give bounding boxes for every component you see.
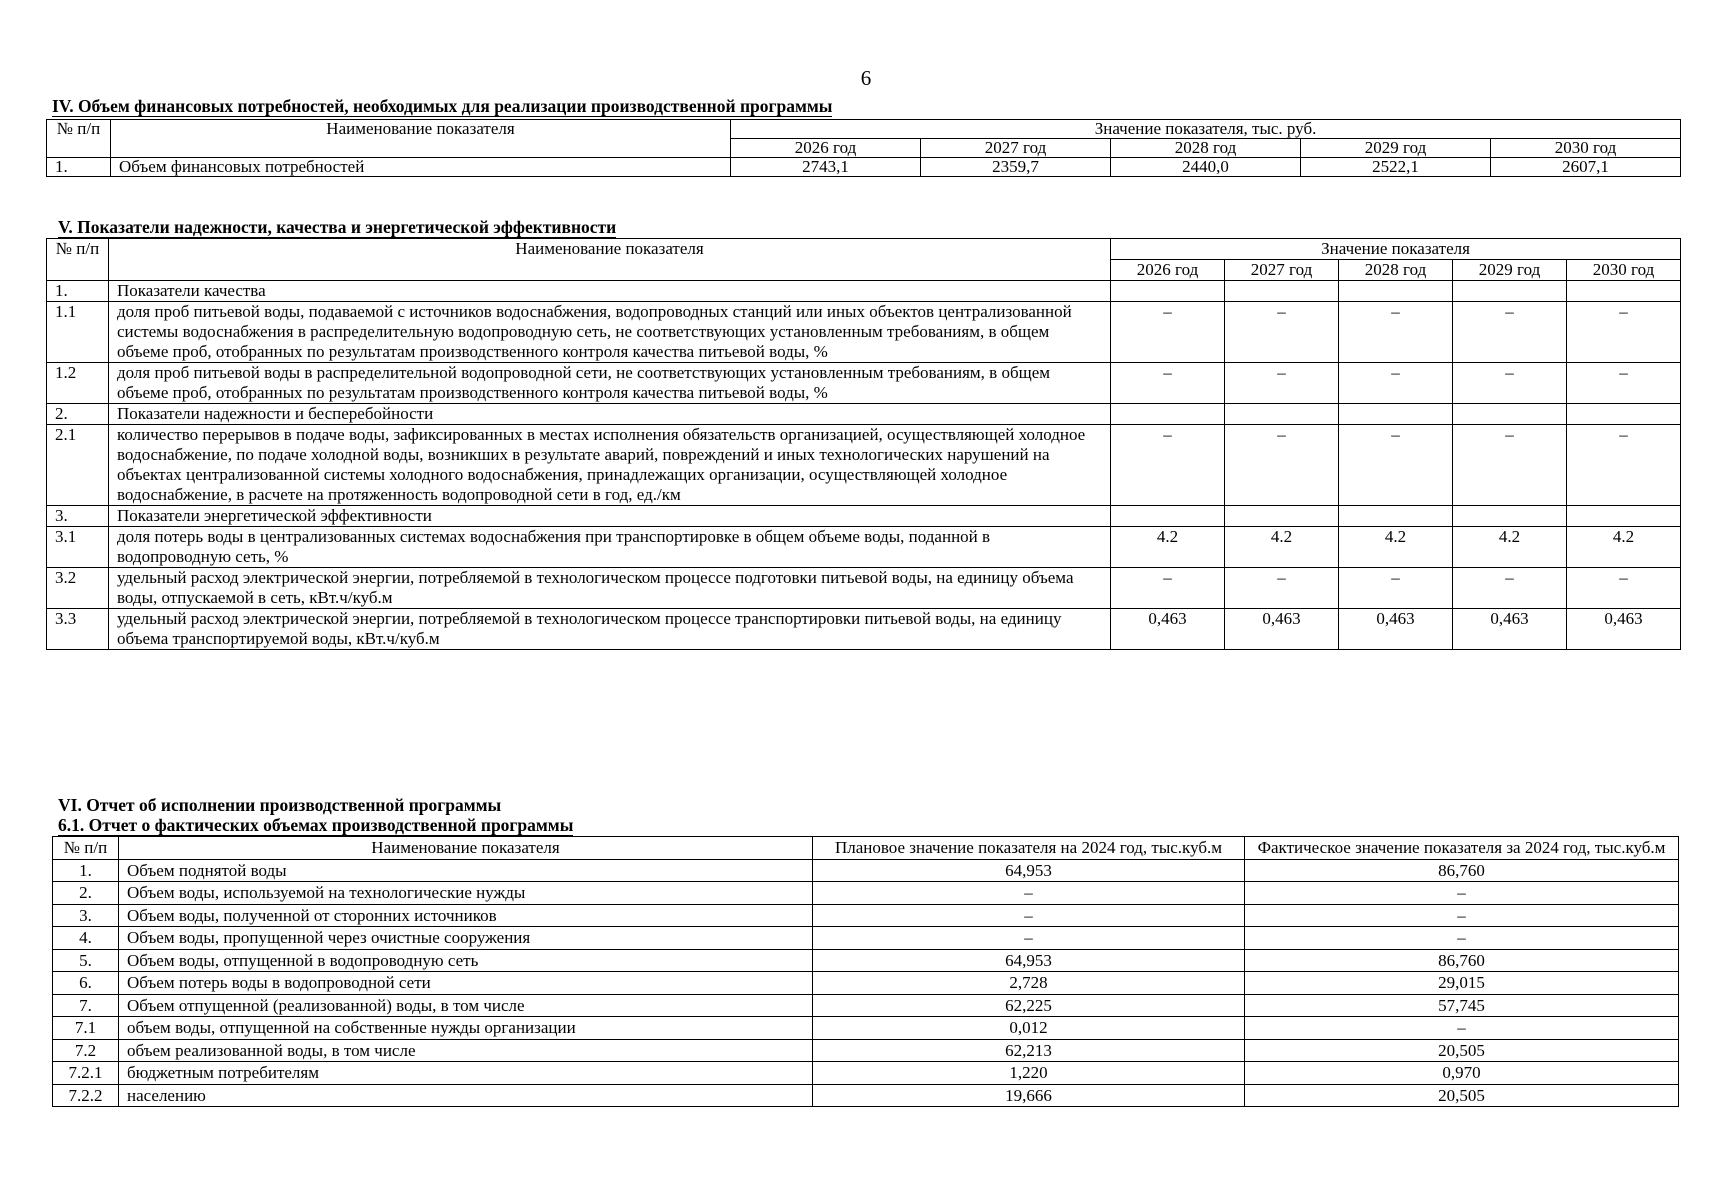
col-value-header: Значение показателя	[1111, 239, 1681, 260]
table-row	[47, 609, 1681, 650]
row-fact-value: –	[1245, 1017, 1679, 1040]
year-header: 2030 год	[1491, 139, 1681, 158]
row-value: –	[1225, 302, 1339, 363]
row-value: 2743,1	[731, 158, 921, 177]
section-4-table	[46, 119, 1681, 177]
col-plan-header: Плановое значение показателя на 2024 год, тыс.куб.м	[813, 837, 1245, 860]
table-row	[53, 949, 1679, 972]
row-value: 4.2	[1567, 527, 1681, 568]
year-header: 2027 год	[1225, 260, 1339, 281]
row-value: 4.2	[1225, 527, 1339, 568]
table-row	[47, 302, 1681, 363]
row-num: 4.	[53, 927, 119, 950]
table-row	[53, 994, 1679, 1017]
row-name: удельный расход электрической энергии, потребляемой в технологическом процессе подготовки питьевой воды, на единицу объема воды, отпускаемой в сеть, кВт.ч/куб.м	[109, 568, 1111, 609]
row-plan-value: 1,220	[813, 1062, 1245, 1085]
row-value: 2440,0	[1111, 158, 1301, 177]
row-value	[1453, 281, 1567, 302]
row-value	[1567, 281, 1681, 302]
table-row	[53, 859, 1679, 882]
row-value: –	[1567, 363, 1681, 404]
row-value: 4.2	[1453, 527, 1567, 568]
section-6-subtitle: 6.1. Отчет о фактических объемах производственной программы	[58, 815, 574, 835]
table-row	[47, 568, 1681, 609]
row-value: 2359,7	[921, 158, 1111, 177]
row-name: Объем воды, используемой на технологические нужды	[119, 882, 813, 905]
col-num-header: № п/п	[47, 120, 111, 158]
row-fact-value: 20,505	[1245, 1084, 1679, 1107]
year-header: 2029 год	[1453, 260, 1567, 281]
row-value: 4.2	[1111, 527, 1225, 568]
row-plan-value: 64,953	[813, 859, 1245, 882]
row-name: Показатели энергетической эффективности	[109, 506, 1111, 527]
year-header: 2028 год	[1111, 139, 1301, 158]
row-value	[1453, 506, 1567, 527]
row-value: –	[1453, 568, 1567, 609]
row-value: 0,463	[1225, 609, 1339, 650]
row-value: –	[1339, 568, 1453, 609]
col-name-header: Наименование показателя	[119, 837, 813, 860]
row-num: 7.	[53, 994, 119, 1017]
row-value: –	[1453, 425, 1567, 506]
table-row	[47, 363, 1681, 404]
row-value	[1567, 404, 1681, 425]
page-number: 6	[860, 66, 872, 90]
row-fact-value: –	[1245, 904, 1679, 927]
section-5-title: V. Показатели надежности, качества и энергетической эффективности	[58, 217, 617, 237]
row-value: –	[1567, 302, 1681, 363]
row-name: Объем финансовых потребностей	[111, 158, 731, 177]
row-plan-value: 19,666	[813, 1084, 1245, 1107]
row-num: 1.	[47, 158, 111, 177]
row-num: 1.	[53, 859, 119, 882]
row-plan-value: –	[813, 927, 1245, 950]
row-value: 0,463	[1453, 609, 1567, 650]
row-value: –	[1453, 363, 1567, 404]
row-value: –	[1567, 425, 1681, 506]
table-row	[47, 404, 1681, 425]
table-row	[47, 281, 1681, 302]
row-plan-value: –	[813, 882, 1245, 905]
row-value: 2607,1	[1491, 158, 1681, 177]
row-value	[1567, 506, 1681, 527]
row-num: 7.2.1	[53, 1062, 119, 1085]
row-fact-value: –	[1245, 882, 1679, 905]
row-num: 1.	[47, 281, 109, 302]
row-name: Объем воды, отпущенной в водопроводную сеть	[119, 949, 813, 972]
row-name: объем реализованной воды, в том числе	[119, 1039, 813, 1062]
row-value	[1225, 506, 1339, 527]
col-num-header: № п/п	[53, 837, 119, 860]
row-num: 1.2	[47, 363, 109, 404]
row-num: 7.2	[53, 1039, 119, 1062]
table-row	[47, 425, 1681, 506]
row-value	[1339, 281, 1453, 302]
row-value: –	[1339, 302, 1453, 363]
col-name-header: Наименование показателя	[109, 239, 1111, 281]
row-value	[1111, 404, 1225, 425]
row-name: Показатели надежности и бесперебойности	[109, 404, 1111, 425]
row-fact-value: 0,970	[1245, 1062, 1679, 1085]
row-value: –	[1111, 363, 1225, 404]
table-row	[53, 972, 1679, 995]
row-value: 0,463	[1339, 609, 1453, 650]
year-header: 2028 год	[1339, 260, 1453, 281]
row-name: Объем потерь воды в водопроводной сети	[119, 972, 813, 995]
row-fact-value: 29,015	[1245, 972, 1679, 995]
row-value: 4.2	[1339, 527, 1453, 568]
col-value-header: Значение показателя, тыс. руб.	[731, 120, 1681, 139]
section-5-table	[46, 238, 1681, 650]
row-name: удельный расход электрической энергии, потребляемой в технологическом процессе транспортировки питьевой воды, на единицу объема транспортируемой воды, кВт.ч/куб.м	[109, 609, 1111, 650]
row-value	[1339, 506, 1453, 527]
row-plan-value: 2,728	[813, 972, 1245, 995]
col-num-header: № п/п	[47, 239, 109, 281]
row-value: –	[1339, 363, 1453, 404]
row-name: Объем поднятой воды	[119, 859, 813, 882]
row-value: –	[1567, 568, 1681, 609]
row-fact-value: 86,760	[1245, 859, 1679, 882]
row-plan-value: –	[813, 904, 1245, 927]
row-plan-value: 0,012	[813, 1017, 1245, 1040]
row-num: 6.	[53, 972, 119, 995]
row-value: 0,463	[1567, 609, 1681, 650]
row-value: 2522,1	[1301, 158, 1491, 177]
table-row	[53, 1084, 1679, 1107]
year-header: 2029 год	[1301, 139, 1491, 158]
row-name: доля проб питьевой воды, подаваемой с источников водоснабжения, водопроводных станций или иных объектов централизованной системы водоснабжения в распределительную водопроводную сеть, не соответствующих установленным требованиям, в общем объеме проб, отобранных по результатам производственного контроля качества питьевой воды, %	[109, 302, 1111, 363]
row-num: 3.1	[47, 527, 109, 568]
table-row	[53, 1039, 1679, 1062]
row-value: –	[1225, 568, 1339, 609]
row-name: количество перерывов в подаче воды, зафиксированных в местах исполнения обязательств организацией, осуществляющей холодное водоснабжение, по подаче холодной воды, возникших в результате аварий, повреждений и иных технологических нарушений на объектах централизованной системы холодного водоснабжения, принадлежащих организации, осуществляющей холодное водоснабжение, в расчете на протяженность водопроводной сети в год, ед./км	[109, 425, 1111, 506]
table-row	[53, 882, 1679, 905]
table-row	[47, 527, 1681, 568]
row-plan-value: 64,953	[813, 949, 1245, 972]
col-name-header: Наименование показателя	[111, 120, 731, 158]
year-header: 2030 год	[1567, 260, 1681, 281]
row-name: бюджетным потребителям	[119, 1062, 813, 1085]
row-name: доля проб питьевой воды в распределительной водопроводной сети, не соответствующих установленным требованиям, в общем объеме проб, отобранных по результатам производственного контроля качества питьевой воды, %	[109, 363, 1111, 404]
row-value: –	[1225, 425, 1339, 506]
year-header: 2027 год	[921, 139, 1111, 158]
table-row	[53, 1062, 1679, 1085]
row-plan-value: 62,213	[813, 1039, 1245, 1062]
row-value	[1453, 404, 1567, 425]
row-num: 7.2.2	[53, 1084, 119, 1107]
row-num: 3.3	[47, 609, 109, 650]
row-name: Объем воды, полученной от сторонних источников	[119, 904, 813, 927]
row-num: 1.1	[47, 302, 109, 363]
row-num: 3.2	[47, 568, 109, 609]
table-row	[47, 158, 1681, 177]
row-fact-value: 86,760	[1245, 949, 1679, 972]
row-value: –	[1111, 568, 1225, 609]
year-header: 2026 год	[1111, 260, 1225, 281]
section-6-table	[52, 836, 1679, 1107]
row-value: –	[1111, 302, 1225, 363]
row-num: 3.	[47, 506, 109, 527]
row-value	[1225, 404, 1339, 425]
row-num: 2.	[53, 882, 119, 905]
row-name: Объем воды, пропущенной через очистные сооружения	[119, 927, 813, 950]
row-fact-value: 57,745	[1245, 994, 1679, 1017]
row-name: Показатели качества	[109, 281, 1111, 302]
row-num: 3.	[53, 904, 119, 927]
row-value: –	[1453, 302, 1567, 363]
row-num: 7.1	[53, 1017, 119, 1040]
section-4-title: IV. Объем финансовых потребностей, необходимых для реализации производственной программы	[52, 96, 833, 116]
row-value: 0,463	[1111, 609, 1225, 650]
table-row	[53, 904, 1679, 927]
row-value	[1225, 281, 1339, 302]
section-6-title: VI. Отчет об исполнении производственной программы	[58, 795, 502, 815]
row-value	[1111, 281, 1225, 302]
row-name: объем воды, отпущенной на собственные нужды организации	[119, 1017, 813, 1040]
row-name: доля потерь воды в централизованных системах водоснабжения при транспортировке в общем объеме воды, поданной в водопроводную сеть, %	[109, 527, 1111, 568]
row-name: населению	[119, 1084, 813, 1107]
row-plan-value: 62,225	[813, 994, 1245, 1017]
row-value: –	[1339, 425, 1453, 506]
row-num: 5.	[53, 949, 119, 972]
row-num: 2.1	[47, 425, 109, 506]
row-value	[1111, 506, 1225, 527]
row-value: –	[1225, 363, 1339, 404]
row-name: Объем отпущенной (реализованной) воды, в том числе	[119, 994, 813, 1017]
row-num: 2.	[47, 404, 109, 425]
row-fact-value: –	[1245, 927, 1679, 950]
table-row	[53, 1017, 1679, 1040]
row-value	[1339, 404, 1453, 425]
col-fact-header: Фактическое значение показателя за 2024 год, тыс.куб.м	[1245, 837, 1679, 860]
table-row	[47, 506, 1681, 527]
row-value: –	[1111, 425, 1225, 506]
year-header: 2026 год	[731, 139, 921, 158]
row-fact-value: 20,505	[1245, 1039, 1679, 1062]
table-row	[53, 927, 1679, 950]
